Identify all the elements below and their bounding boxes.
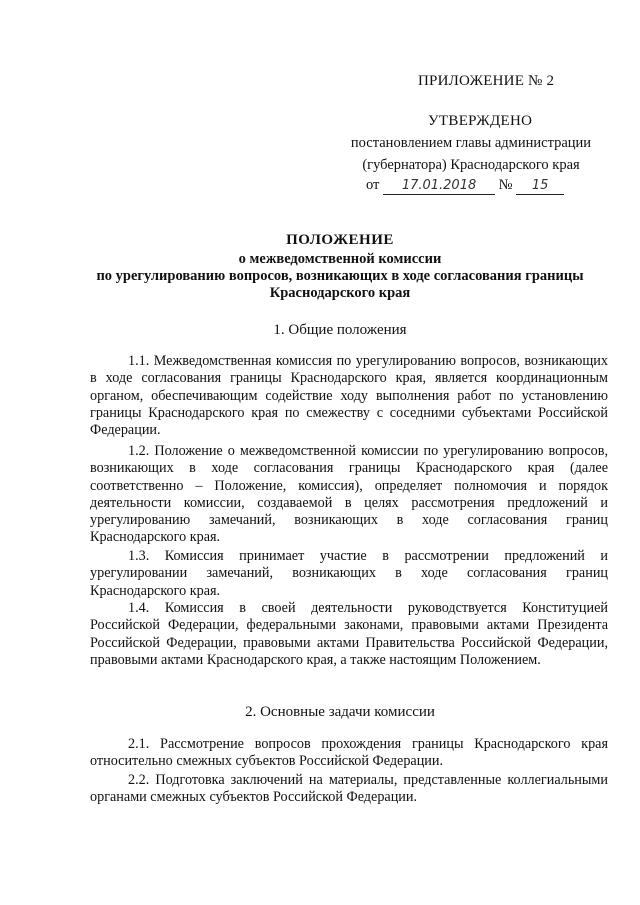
approval-block: [340, 72, 620, 195]
paragraph-2-2: 2.2. Подготовка заключений на материалы, представленные коллегиальными органами смежных субъектов Российской Федерации.: [90, 772, 608, 806]
approved-label: УТВЕРЖДЕНО: [428, 113, 533, 129]
date-prefix: от: [366, 177, 380, 193]
appendix-label: ПРИЛОЖЕНИЕ № 2: [418, 73, 555, 89]
paragraph-1-4: 1.4. Комиссия в своей деятельности руководствуется Конституцией Российской Федерации, федеральными законами, правовыми актами Президента Российской Федерации, правовыми актами Правительства Российской Федерации, правовыми актами Краснодарского края, а также настоящим Положением.: [90, 600, 608, 668]
section-2-heading: 2. Основные задачи комиссии: [245, 704, 435, 720]
paragraph-1-1: 1.1. Межведомственная комиссия по урегулированию вопросов, возникающих в ходе согласования границы Краснодарского края, является координационным органом, обеспечивающим содействие ходу выполнения работ по установлению границы Краснодарского края по смежеству с соседними субъектами Российской Федерации.: [90, 353, 608, 439]
approved-by-line-2: (губернатора) Краснодарского края: [362, 157, 580, 173]
title-main: ПОЛОЖЕНИЕ: [286, 232, 394, 248]
paragraph-1-3: 1.3. Комиссия принимает участие в рассмотрении предложений и урегулировании замечаний, возникающих в ходе согласования границ Краснодарского края.: [90, 548, 608, 599]
handwritten-date: 17.01.2018: [383, 178, 495, 195]
paragraph-2-1: 2.1. Рассмотрение вопросов прохождения границы Краснодарского края относительно смежных субъектов Российской Федерации.: [90, 736, 608, 770]
date-number-line: [366, 176, 620, 195]
section-1-heading: 1. Общие положения: [273, 322, 407, 338]
paragraph-1-2: 1.2. Положение о межведомственной комиссии по урегулированию вопросов, возникающих в ходе согласования границы Краснодарского края (далее соответственно – Положение, комиссия), определяет полномочия и порядок деятельности комиссии, создаваемой в целях рассмотрения предложений и урегулированию замечаний, возникающих в ходе согласования границ Краснодарского края.: [90, 443, 608, 546]
number-prefix: №: [498, 177, 513, 193]
title-line-3: Краснодарского края: [269, 285, 411, 301]
handwritten-number: 15: [516, 178, 564, 195]
title-line-2: по урегулированию вопросов, возникающих в ходе согласования границы: [96, 268, 584, 284]
document-title: [60, 232, 620, 302]
approved-by-line-1: постановлением главы администрации: [350, 135, 592, 151]
title-line-1: о межведомственной комиссии: [238, 251, 442, 267]
